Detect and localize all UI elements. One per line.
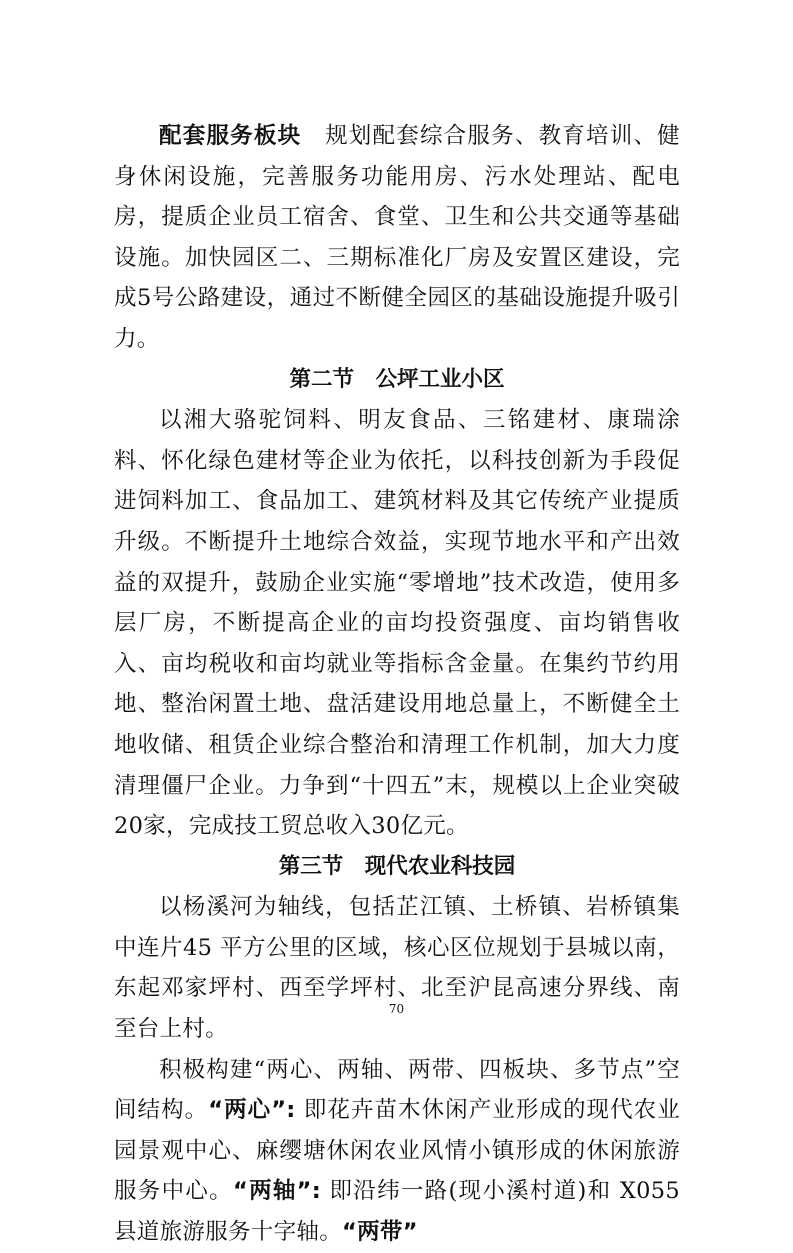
paragraph-agri-park-scope: 以杨溪河为轴线，包括芷江镇、土桥镇、岩桥镇集中连片45 平方公里的区域，核心区位规划于县城以南，东起邓家坪村、西至学坪村、北至沪昆高速分界线、南至台上村。 bbox=[114, 894, 680, 1043]
paragraph-text: 规划配套综合服务、教育培训、健身休闲设施，完善服务功能用房、污水处理站、配电房，提质企业员工宿舍、食堂、卫生和公共交通等基础设施。加快园区二、三期标准化厂房及安置区建设，完成5号公路建设，通过不断健全园区的基础设施提升吸引力。 bbox=[114, 123, 680, 352]
section-title-gongping: 第二节 公坪工业小区 bbox=[289, 366, 505, 392]
paragraph-gongping: 以湘大骆驼饲料、明友食品、三铭建材、康瑞涂料、怀化绿色建材等企业为依托，以科技创新为手段促进饲料加工、食品加工、建筑材料及其它传统产业提质升级。不断提升土地综合效益，实现节地水平和产出效益的双提升，鼓励企业实施“零增地”技术改造，使用多层厂房，不断提高企业的亩均投资强度、亩均销售收入、亩均税收和亩均就业等指标含金量。在集约节约用地、整治闲置土地、盘活建设用地总量上，不断健全土地收储、租赁企业综合整治和清理工作机制，加大力度清理僵尸企业。力争到“十四五”末，规模以上企业突破20家，完成技工贸总收入30亿元。 bbox=[114, 407, 680, 840]
term-liangzhou: “两轴”: bbox=[232, 1178, 322, 1205]
paragraph-lead-term: 配套服务板块 bbox=[159, 123, 302, 149]
structure-intro: 积极构建“两心、两轴、两带、四板块、多节点”空间结构。 bbox=[114, 1056, 680, 1124]
document-page bbox=[114, 116, 680, 1253]
text-liangzhou: 即沿纬一路(现小溪村道)和 X055 县道旅游服务十字轴。 bbox=[114, 1178, 680, 1246]
term-liangdai: “两带” bbox=[342, 1219, 418, 1246]
term-liangxin: “两心”: bbox=[208, 1097, 296, 1124]
paragraph-spatial-structure bbox=[114, 1050, 680, 1253]
page-number: 70 bbox=[388, 1002, 405, 1016]
text-liangxin: 即花卉苗木休闲产业形成的现代农业园景观中心、麻缨塘休闲农业风情小镇形成的休闲旅游服务中心。 bbox=[114, 1097, 681, 1205]
section-title-agri-park: 第三节 现代农业科技园 bbox=[278, 853, 516, 879]
paragraph-supporting-services bbox=[114, 116, 680, 360]
